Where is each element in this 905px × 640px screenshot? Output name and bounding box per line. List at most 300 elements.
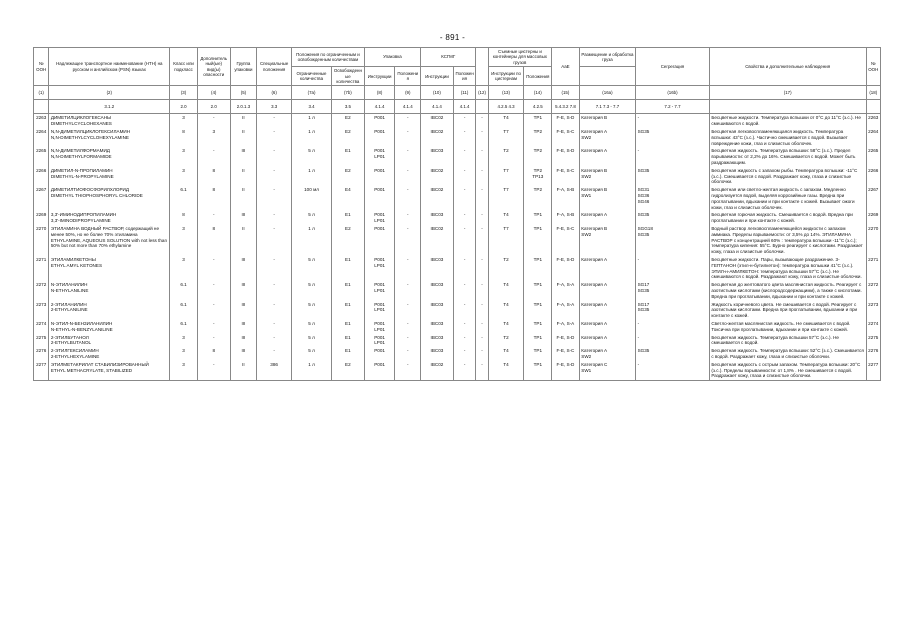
cell-stow: Категория С SW1 (579, 361, 635, 381)
cell-eq: E1 (331, 281, 364, 300)
cell-lq: 5 л (292, 334, 332, 348)
cell-cls: 8 (170, 128, 198, 147)
cell-lq: 5 л (292, 301, 332, 320)
cell-ems: F-E, S-D (552, 147, 580, 166)
section-reference (34, 100, 49, 114)
cell-sub: - (197, 211, 230, 225)
cell-ii: IBC02 (421, 361, 454, 381)
name-en: 2-ETHYLBUTANOL (50, 340, 92, 346)
cell-un2: 2272 (866, 281, 880, 300)
cell-pi: P001 LP01 (364, 281, 395, 300)
section-reference: 2.0.1.3 (230, 100, 257, 114)
col-header-class: Класс или подкласс (170, 48, 198, 86)
name-ru: ЭТИЛМЕТАКРИЛАТ СТАБИЛИЗИРОВАННЫЙ (50, 361, 149, 367)
cell-cls: 3 (170, 147, 198, 166)
col-header-9p: Положения (453, 67, 476, 86)
name-en: DIMETHYL-N-PROPYLAMINE (50, 173, 114, 179)
col-header-properties: Свойства и дополнительные наблюдения (709, 48, 866, 86)
cell-ems: F-A, S-A (552, 281, 580, 300)
cell-pi: P001 (364, 186, 395, 211)
cell-c12: - (476, 347, 488, 361)
cell-seg: SG35 (636, 211, 710, 225)
column-number: (6) (257, 86, 292, 100)
cell-lq: 5 л (292, 347, 332, 361)
cell-seg: - (636, 361, 710, 381)
name-en: N,N-DIMETHYLFORMAMIDE (50, 154, 112, 160)
cell-seg: SG35 (636, 128, 710, 147)
cell-sub: - (197, 301, 230, 320)
table-row (34, 225, 881, 256)
cell-tp: TP1 (524, 334, 552, 348)
cell-tp: TP2 (524, 186, 552, 211)
cell-sub: - (197, 361, 230, 381)
cell-ems: F-E, S-D (552, 256, 580, 281)
cell-un: 2276 (34, 347, 49, 361)
cell-ii: IBC03 (421, 347, 454, 361)
cell-c12: - (476, 186, 488, 211)
cell-pp: - (395, 334, 421, 348)
cell-lq: 5 л (292, 320, 332, 334)
cell-ems: F-A, S-A (552, 301, 580, 320)
col-header-ems: АаЕ (552, 48, 580, 86)
cell-pi: P001 LP01 (364, 301, 395, 320)
cell-tp: TP2 (524, 147, 552, 166)
section-reference: 3.5 (331, 100, 364, 114)
cell-sp: - (257, 211, 292, 225)
cell-stow: Категория В SW2 (579, 225, 635, 256)
section-reference: 4.1.4 (421, 100, 454, 114)
cell-ii: IBC02 (421, 114, 454, 128)
cell-eq: E1 (331, 320, 364, 334)
cell-c12: - (476, 147, 488, 166)
column-number: (5) (230, 86, 257, 100)
cell-c12: - (476, 301, 488, 320)
col-header-un-right: № ООН (866, 48, 880, 86)
cell-ii: IBC02 (421, 225, 454, 256)
name-ru: 2-ЭТИЛГЕКСИЛАМИН (50, 348, 99, 354)
name-en: N-ETHYL-N-BENZYLANILINE (50, 326, 113, 332)
cell-un: 2264 (34, 128, 49, 147)
col-header-special-provisions: Специальные положения (257, 48, 292, 86)
cell-stow: Категория А (579, 147, 635, 166)
cell-un: 2270 (34, 225, 49, 256)
cell-tp: TP1 (524, 361, 552, 381)
cell-pg: II (230, 225, 257, 256)
cell-ip: - (453, 211, 476, 225)
cell-eq: E1 (331, 147, 364, 166)
section-reference-row (34, 100, 881, 114)
cell-ip: - (453, 334, 476, 348)
cell-stow: Категория А (579, 281, 635, 300)
cell-cls: 3 (170, 361, 198, 381)
cell-c12: - (476, 281, 488, 300)
table-row (34, 361, 881, 381)
cell-eq: E2 (331, 361, 364, 381)
cell-pg: III (230, 301, 257, 320)
cell-cls: 3 (170, 347, 198, 361)
cell-pg: III (230, 320, 257, 334)
cell-shipping-name (49, 225, 170, 256)
cell-sp: 386 (257, 361, 292, 381)
cell-seg: SG17 SG35 (636, 301, 710, 320)
cell-tp: TP1 (524, 281, 552, 300)
cell-stow: Категория А (579, 320, 635, 334)
section-reference: 2.0 (197, 100, 230, 114)
cell-ii: IBC02 (421, 128, 454, 147)
cell-lq: 1 л (292, 128, 332, 147)
cell-ems: F-E, S-C (552, 347, 580, 361)
cell-pp: - (395, 256, 421, 281)
column-number: (4) (197, 86, 230, 100)
col-header-16a (579, 67, 635, 86)
cell-shipping-name (49, 361, 170, 381)
cell-stow: Категория А (579, 211, 635, 225)
cell-tp: TP1 (524, 256, 552, 281)
section-reference: 4.1.4 (395, 100, 421, 114)
cell-pi: P001 (364, 361, 395, 381)
cell-un2: 2277 (866, 361, 880, 381)
cell-pi: P001 LP01 (364, 256, 395, 281)
section-reference: 7.2 - 7.7 (636, 100, 710, 114)
cell-ti: T2 (488, 147, 524, 166)
name-en: ETHYL AMYL KETONES (50, 262, 103, 268)
column-number: (3) (170, 86, 198, 100)
cell-c12: - (476, 114, 488, 128)
cell-pg: II (230, 167, 257, 186)
name-ru: ДИМЕТИЛЦИКЛОГЕКСАНЫ (50, 115, 112, 121)
page-number: - 891 - (439, 33, 466, 42)
table-row (34, 256, 881, 281)
cell-ems: F-E, S-C (552, 225, 580, 256)
cell-c12: - (476, 128, 488, 147)
cell-tp: TP1 (524, 225, 552, 256)
table-row (34, 186, 881, 211)
cell-pi: P001 (364, 167, 395, 186)
table-row (34, 114, 881, 128)
cell-pp: - (395, 128, 421, 147)
cell-stow: Категория А (579, 301, 635, 320)
cell-un: 2263 (34, 114, 49, 128)
table-body (34, 114, 881, 381)
name-ru: 2-ЭТИЛАНИЛИН (50, 301, 87, 307)
cell-props: Бесцветные жидкости. Температура вспышки от 0°C до 11°C (з.с.). Не смешиваются с водой. (709, 114, 866, 128)
cell-ti: T4 (488, 301, 524, 320)
cell-cls: 6.1 (170, 320, 198, 334)
cell-ems: F-A, S-A (552, 320, 580, 334)
name-ru: N-ЭТИЛАНИЛИН (50, 282, 88, 288)
cell-sub: 8 (197, 167, 230, 186)
cell-sub: 8 (197, 347, 230, 361)
cell-cls: 6.1 (170, 301, 198, 320)
cell-props: Бесцветная до желтоватого цвета маслянистая жидкость. Реагирует с азотистыми кислотами (кислородсодержащими), а также с кислотами. Вредна при проглатывании, вдыхании и при контакте с кожей. (709, 281, 866, 300)
cell-props: Светло-желтая маслянистая жидкость. Не смешивается с водой. Токсична при проглатывании, вдыхании и при контакте с кожей. (709, 320, 866, 334)
cell-ti: T7 (488, 225, 524, 256)
section-reference: 3.1.2 (49, 100, 170, 114)
cell-ems: F-A, S-B (552, 211, 580, 225)
cell-props: Бесцветная жидкость. Температура вспышки 57°C (з.с.). Не смешивается с водой. (709, 334, 866, 348)
cell-cls: 8 (170, 211, 198, 225)
cell-shipping-name (49, 211, 170, 225)
col-header-8p: Положения (395, 67, 421, 86)
cell-lq: 1 л (292, 167, 332, 186)
section-reference: 7.1 7.3 - 7.7 (579, 100, 635, 114)
cell-c12: - (476, 334, 488, 348)
cell-ii: IBC03 (421, 256, 454, 281)
col-header-7a: Ограниченные количества (292, 67, 332, 86)
cell-seg: SG35 (636, 347, 710, 361)
cell-sub: - (197, 256, 230, 281)
cell-stow: Категория А (579, 256, 635, 281)
column-number: (2) (49, 86, 170, 100)
cell-eq: E2 (331, 167, 364, 186)
cell-ip: - (453, 225, 476, 256)
cell-sp: - (257, 128, 292, 147)
cell-pg: II (230, 186, 257, 211)
cell-lq: 5 л (292, 256, 332, 281)
cell-pp: - (395, 114, 421, 128)
section-reference: 3.4 (292, 100, 332, 114)
col-header-9i: Инструкции (421, 67, 454, 86)
name-en: N-ETHYLANILINE (50, 287, 89, 293)
col-header-segregation: Сегрегация (636, 48, 710, 86)
col-header-13: Инструкции по цистернам (488, 67, 524, 86)
cell-c12: - (476, 167, 488, 186)
cell-props: Бесцветная жидкость. Температура вспышки: 58°C (з.с.). Предел взрываемости: от 2,2% до 16%. Смешивается с водой. Может быть раздражающим. (709, 147, 866, 166)
cell-seg: - (636, 320, 710, 334)
column-number: (18) (866, 86, 880, 100)
cell-stow: Категория В (579, 114, 635, 128)
cell-ems: F-E, S-C (552, 128, 580, 147)
cell-un2: 2276 (866, 347, 880, 361)
cell-un: 2274 (34, 320, 49, 334)
cell-ti: T7 (488, 128, 524, 147)
cell-tp: TP2 (524, 128, 552, 147)
col-header-stowage: Размещение и обработка груза (579, 48, 635, 67)
cell-sp: - (257, 147, 292, 166)
cell-sp: - (257, 256, 292, 281)
section-reference (709, 100, 866, 114)
cell-lq: 5 л (292, 211, 332, 225)
column-number: (10) (421, 86, 454, 100)
cell-ti: T7 (488, 186, 524, 211)
cell-pg: III (230, 147, 257, 166)
cell-props: Бесцветная легковоспламеняющаяся жидкость. Температура вспышки: 43°C (з.с.). Частично смешивается с водой. Вызывает повреждение кожи, глаз и слизистых оболочек. (709, 128, 866, 147)
cell-eq: E1 (331, 301, 364, 320)
cell-shipping-name (49, 334, 170, 348)
cell-un2: 2266 (866, 167, 880, 186)
cell-props: Водный раствор легковоспламеняющейся жидкости с запахом аммиака. Пределы взрываемости: от 3,5% до 14%. ЭТИЛАМИНА РАСТВОР с концентрацией 60% : температура вспышки -11°C (з.с.); температура кипения: 55°C. Бурно реагирует с кислотами. Раздражает кожу, глаза и слизистые оболочки. (709, 225, 866, 256)
name-en: ETHYLAMINE, AQUEOUS SOLUTION with not less than 50% but not more than 70% ethylamine (50, 237, 168, 249)
cell-un: 2271 (34, 256, 49, 281)
cell-seg: - (636, 334, 710, 348)
section-reference: 4.1.4 (364, 100, 395, 114)
cell-pi: P001 LP01 (364, 211, 395, 225)
table-row (34, 301, 881, 320)
cell-pp: - (395, 320, 421, 334)
cell-eq: E2 (331, 114, 364, 128)
table-row (34, 320, 881, 334)
cell-pi: P001 LP01 (364, 147, 395, 166)
cell-pg: III (230, 347, 257, 361)
section-reference: 3.3 (257, 100, 292, 114)
table-row (34, 167, 881, 186)
cell-ti: T2 (488, 334, 524, 348)
col-header-packing: Упаковка (364, 48, 420, 67)
cell-stow: Категория В SW2 (579, 167, 635, 186)
name-ru: ДИМЕТИЛ-N-ПРОПИЛАМИН (50, 167, 113, 173)
cell-un: 2273 (34, 301, 49, 320)
cell-ip: - (453, 256, 476, 281)
cell-shipping-name (49, 167, 170, 186)
cell-pg: III (230, 334, 257, 348)
section-reference: 2.0 (170, 100, 198, 114)
cell-pp: - (395, 225, 421, 256)
cell-ii: IBC03 (421, 320, 454, 334)
column-number-row (34, 86, 881, 100)
cell-ii: IBC02 (421, 167, 454, 186)
cell-stow: Категория В SW1 (579, 186, 635, 211)
cell-sp: - (257, 225, 292, 256)
table-row (34, 211, 881, 225)
table-row (34, 347, 881, 361)
cell-eq: E2 (331, 128, 364, 147)
cell-ip: - (453, 186, 476, 211)
cell-pg: II (230, 114, 257, 128)
cell-seg: - (636, 114, 710, 128)
col-header-14: Положения (524, 67, 552, 86)
name-ru: N-ЭТИЛ-N-БЕНЗИЛАНИЛИН (50, 320, 113, 326)
cell-c12: - (476, 320, 488, 334)
cell-shipping-name (49, 128, 170, 147)
name-ru: 2-ЭТИЛБУТАНОЛ (50, 334, 89, 340)
cell-pp: - (395, 167, 421, 186)
table-row (34, 334, 881, 348)
table-row (34, 281, 881, 300)
column-number: (14) (524, 86, 552, 100)
cell-pg: III (230, 281, 257, 300)
col-header-12 (476, 48, 488, 86)
cell-shipping-name (49, 347, 170, 361)
cell-tp: TP2 TP13 (524, 167, 552, 186)
cell-un2: 2275 (866, 334, 880, 348)
col-header-7b: Освобожденные количества (331, 67, 364, 86)
cell-ip: - (453, 347, 476, 361)
cell-cls: 3 (170, 167, 198, 186)
cell-cls: 6.1 (170, 281, 198, 300)
cell-ems: F-A, S-B (552, 186, 580, 211)
cell-eq: E1 (331, 334, 364, 348)
cell-ti: T2 (488, 256, 524, 281)
column-number: (1) (34, 86, 49, 100)
col-header-tanks: Съемные цистерны и контейнеры для массовых грузов (488, 48, 551, 67)
cell-stow: Категория А (579, 334, 635, 348)
cell-seg: SG17 SG35 (636, 281, 710, 300)
cell-c12: - (476, 211, 488, 225)
cell-ti: T4 (488, 320, 524, 334)
cell-ip: - (453, 320, 476, 334)
cell-seg: - (636, 256, 710, 281)
cell-ems: F-E, S-D (552, 334, 580, 348)
column-number: (8) (364, 86, 395, 100)
header-row-1 (34, 48, 881, 67)
cell-un: 2275 (34, 334, 49, 348)
cell-cls: 3 (170, 334, 198, 348)
cell-un: 2265 (34, 147, 49, 166)
cell-ti: T4 (488, 114, 524, 128)
cell-shipping-name (49, 320, 170, 334)
cell-un: 2272 (34, 281, 49, 300)
cell-un2: 2269 (866, 211, 880, 225)
cell-stow: Категория А SW2 (579, 347, 635, 361)
cell-ip: - (453, 281, 476, 300)
cell-ii: IBC02 (421, 186, 454, 211)
name-ru: ЭТИЛАМИЛКЕТОНЫ (50, 256, 96, 262)
column-number: (11) (453, 86, 476, 100)
table-row (34, 147, 881, 166)
cell-seg: SGG18 SG35 (636, 225, 710, 256)
cell-ems: F-E, S-D (552, 114, 580, 128)
col-header-un: № ООН (34, 48, 49, 86)
cell-ti: T4 (488, 281, 524, 300)
section-reference: 4.2.5 4.3 (488, 100, 524, 114)
cell-pg: III (230, 211, 257, 225)
cell-shipping-name (49, 281, 170, 300)
cell-lq: 5 л (292, 281, 332, 300)
cell-lq: 1 л (292, 114, 332, 128)
cell-sub: 8 (197, 186, 230, 211)
cell-c12: - (476, 225, 488, 256)
cell-pp: - (395, 361, 421, 381)
cell-cls: 3 (170, 256, 198, 281)
cell-ems: F-E, S-D (552, 361, 580, 381)
cell-pp: - (395, 186, 421, 211)
col-header-8i: Инструкции (364, 67, 395, 86)
cell-shipping-name (49, 256, 170, 281)
cell-ii: IBC03 (421, 281, 454, 300)
cell-c12: - (476, 256, 488, 281)
cell-sp: - (257, 301, 292, 320)
column-number: (13) (488, 86, 524, 100)
cell-shipping-name (49, 147, 170, 166)
cell-pg: II (230, 128, 257, 147)
cell-sp: - (257, 281, 292, 300)
cell-sub: - (197, 320, 230, 334)
column-number: (16a) (579, 86, 635, 100)
cell-ip: - (453, 128, 476, 147)
cell-tp: TP1 (524, 301, 552, 320)
cell-ii: IBC03 (421, 334, 454, 348)
cell-un2: 2271 (866, 256, 880, 281)
cell-eq: E2 (331, 225, 364, 256)
cell-pp: - (395, 147, 421, 166)
cell-sp: - (257, 167, 292, 186)
cell-pp: - (395, 281, 421, 300)
cell-shipping-name (49, 186, 170, 211)
cell-pi: P001 LP01 (364, 334, 395, 348)
cell-pi: P001 (364, 225, 395, 256)
cell-c12: - (476, 361, 488, 381)
cell-seg: SG31 SG36 SG46 (636, 186, 710, 211)
cell-eq: E1 (331, 211, 364, 225)
col-header-ibc: КСГМГ (421, 48, 476, 67)
cell-tp: TP1 (524, 211, 552, 225)
cell-lq: 1 л (292, 225, 332, 256)
cell-un2: 2263 (866, 114, 880, 128)
section-reference: 5.4.3.2 7.8 (552, 100, 580, 114)
cell-lq: 100 мл (292, 186, 332, 211)
cell-cls: 6.1 (170, 186, 198, 211)
cell-ip: - (453, 147, 476, 166)
